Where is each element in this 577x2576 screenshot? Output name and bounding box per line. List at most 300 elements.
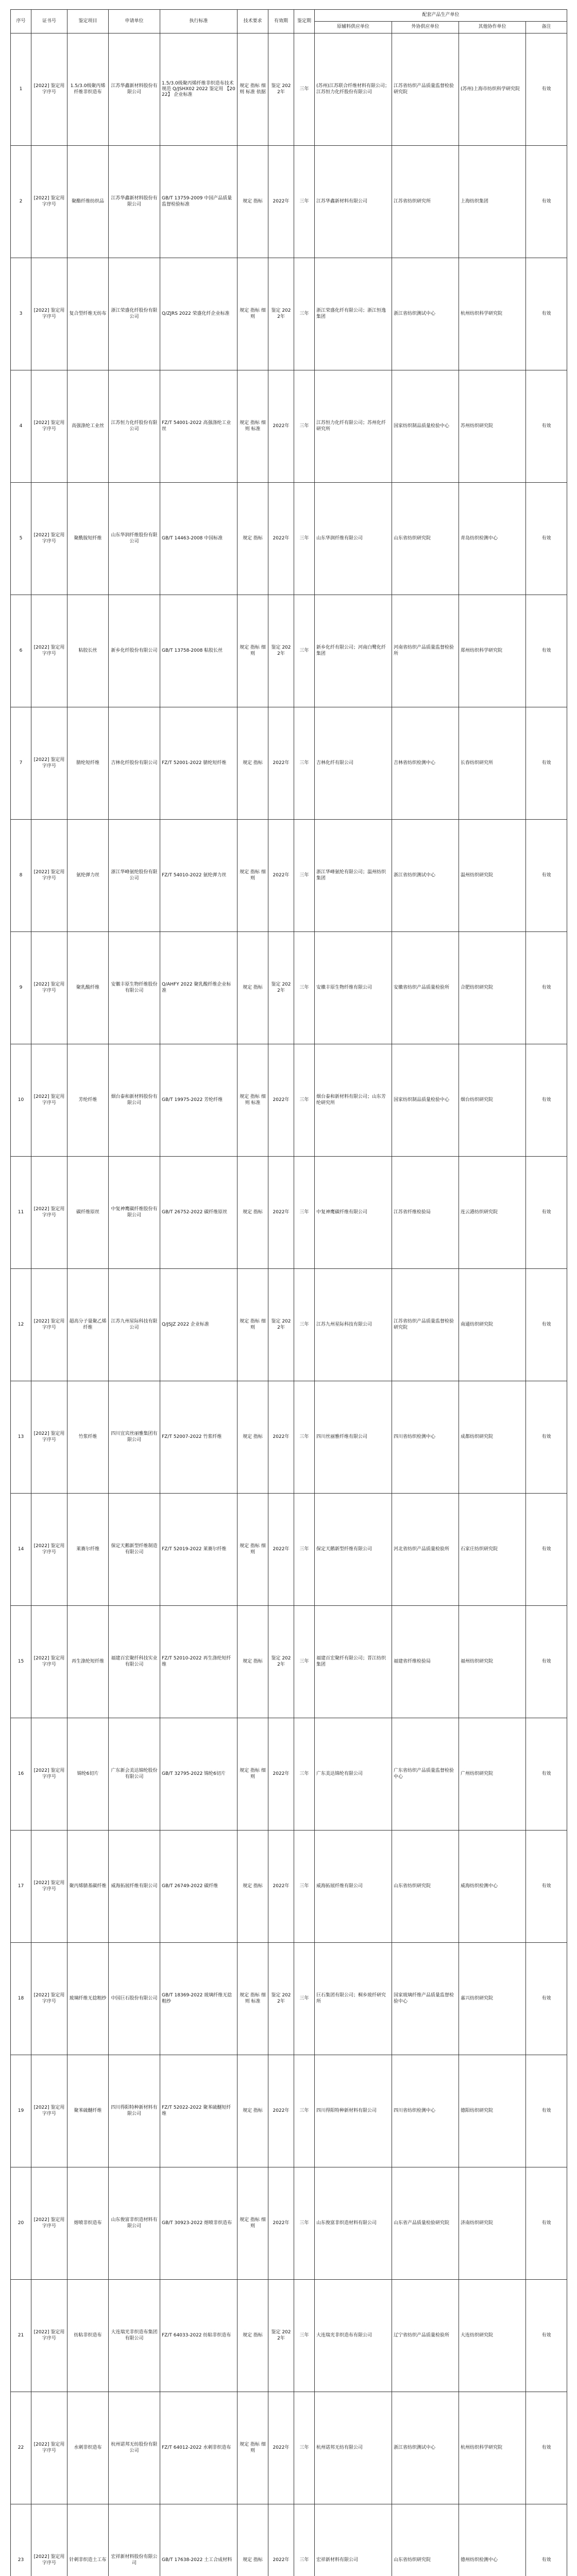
cell-cert: [2022] 鉴定用字序号	[31, 258, 67, 370]
cell-project: 纺粘非织造布	[67, 2280, 109, 2392]
cell-cert: [2022] 鉴定用字序号	[31, 2055, 67, 2167]
table-row	[11, 1044, 567, 1157]
cell-validity: 2022年	[268, 1157, 294, 1269]
cell-tech: 规定 指标	[237, 2504, 268, 2576]
cell-project: 氨纶弹力丝	[67, 820, 109, 932]
cell-standard: FZ/T 52019-2022 莱赛尔纤维	[160, 1494, 237, 1606]
cell-outsource-supplier: 山东省产品质量检验研究院	[392, 2167, 459, 2280]
cell-remark: 有效	[526, 1943, 567, 2055]
cell-standard: FZ/T 64012-2022 水刺非织造布	[160, 2392, 237, 2504]
table-row	[11, 1831, 567, 1943]
table-row	[11, 2392, 567, 2504]
cell-applicant: 浙江荣盛化纤股份有限公司	[109, 258, 160, 370]
cell-project: 粘胶长丝	[67, 595, 109, 707]
cell-standard: Q/JSJZ 2022 企业标准	[160, 1269, 237, 1381]
cell-outsource-supplier: 浙江省纺织测试中心	[392, 258, 459, 370]
cell-tech: 规定 指标 细则 标准	[237, 1044, 268, 1157]
cell-cooperator: 杭州纺织科学研究院	[459, 2392, 526, 2504]
cell-seq: 7	[11, 707, 31, 820]
cell-material-supplier: 大连瑞光非织造布有限公司	[315, 2280, 392, 2392]
cell-cooperator: 苏州纺织研究院	[459, 370, 526, 483]
cell-remark: 有效	[526, 1381, 567, 1494]
table-row	[11, 1943, 567, 2055]
cell-material-supplier: 江苏九州星际科技有限公司	[315, 1269, 392, 1381]
cell-seq: 5	[11, 483, 31, 595]
cell-cooperator: 广州纺织研究院	[459, 1718, 526, 1831]
cell-remark: 有效	[526, 483, 567, 595]
cell-project: 芳纶纤维	[67, 1044, 109, 1157]
cell-seq: 15	[11, 1606, 31, 1718]
cell-cooperator: 福州纺织研究院	[459, 1606, 526, 1718]
cell-period: 三年	[294, 2392, 315, 2504]
cell-seq: 10	[11, 1044, 31, 1157]
cell-outsource-supplier: 江苏省纺织产品质量监督检验研究院	[392, 1269, 459, 1381]
cell-standard: GB/T 17638-2022 土工合成材料	[160, 2504, 237, 2576]
cell-period: 三年	[294, 146, 315, 258]
table-row	[11, 1494, 567, 1606]
cell-period: 三年	[294, 2504, 315, 2576]
cell-applicant: 广东新会美达锦纶股份有限公司	[109, 1718, 160, 1831]
header-period: 鉴定期	[294, 10, 315, 33]
cell-tech: 规定 指标 细则	[237, 820, 268, 932]
cell-remark: 有效	[526, 2504, 567, 2576]
cell-applicant: 江苏华鑫新材料股份有限公司	[109, 146, 160, 258]
cell-tech: 规定 指标 细则	[237, 1494, 268, 1606]
cell-project: 聚乳酸纤维	[67, 932, 109, 1044]
table-row	[11, 370, 567, 483]
cell-standard: GB/T 26749-2022 碳纤维	[160, 1831, 237, 1943]
cell-material-supplier: 山东俊富非织造材料有限公司	[315, 2167, 392, 2280]
cell-period: 三年	[294, 258, 315, 370]
cell-applicant: 江苏九州星际科技有限公司	[109, 1269, 160, 1381]
cell-material-supplier: 浙江华峰氨纶有限公司；温州纺织集团	[315, 820, 392, 932]
cell-seq: 6	[11, 595, 31, 707]
cell-standard: GB/T 13758-2008 粘胶长丝	[160, 595, 237, 707]
cell-remark: 有效	[526, 1157, 567, 1269]
header-standard: 执行标准	[160, 10, 237, 33]
header-cert: 证书号	[31, 10, 67, 33]
cell-applicant: 大连瑞光非织造布集团有限公司	[109, 2280, 160, 2392]
cell-cert: [2022] 鉴定用字序号	[31, 2280, 67, 2392]
cell-seq: 9	[11, 932, 31, 1044]
cell-seq: 22	[11, 2392, 31, 2504]
cell-period: 三年	[294, 1269, 315, 1381]
cell-cert: [2022] 鉴定用字序号	[31, 1606, 67, 1718]
cell-seq: 4	[11, 370, 31, 483]
cell-tech: 规定 指标	[237, 1606, 268, 1718]
cell-applicant: 新乡化纤股份有限公司	[109, 595, 160, 707]
cell-remark: 有效	[526, 370, 567, 483]
cell-cooperator: 济南纺织研究院	[459, 2167, 526, 2280]
cell-tech: 规定 指标 细则 标准 依据	[237, 33, 268, 146]
cell-validity: 2022年	[268, 370, 294, 483]
table-row	[11, 2280, 567, 2392]
table-body	[11, 33, 567, 2576]
cell-standard: FZ/T 64033-2022 纺粘非织造布	[160, 2280, 237, 2392]
table-row	[11, 2055, 567, 2167]
cell-project: 聚酯纤维纺织品	[67, 146, 109, 258]
cell-material-supplier: 安徽丰原生物纤维有限公司	[315, 932, 392, 1044]
cell-remark: 有效	[526, 1044, 567, 1157]
cell-validity: 2022年	[268, 707, 294, 820]
cell-outsource-supplier: 浙江省纺织测试中心	[392, 2392, 459, 2504]
cell-seq: 21	[11, 2280, 31, 2392]
cell-cooperator: 长春纺织研究所	[459, 707, 526, 820]
cell-tech: 规定 指标	[237, 1381, 268, 1494]
cell-remark: 有效	[526, 2167, 567, 2280]
cell-cert: [2022] 鉴定用字序号	[31, 1381, 67, 1494]
cell-project: 针刺非织造土工布	[67, 2504, 109, 2576]
cell-outsource-supplier: 山东省纺织研究院	[392, 2504, 459, 2576]
cell-project: 1.5/3.0级聚丙烯纤维非织造布	[67, 33, 109, 146]
cell-cert: [2022] 鉴定用字序号	[31, 483, 67, 595]
cell-cert: [2022] 鉴定用字序号	[31, 1269, 67, 1381]
cell-period: 三年	[294, 820, 315, 932]
cell-standard: GB/T 18369-2022 玻璃纤维无捻粗纱	[160, 1943, 237, 2055]
cell-cert: [2022] 鉴定用字序号	[31, 1718, 67, 1831]
table-row	[11, 2167, 567, 2280]
cell-standard: FZ/T 52010-2022 再生涤纶短纤维	[160, 1606, 237, 1718]
cell-project: 腈纶短纤维	[67, 707, 109, 820]
cell-tech: 规定 指标	[237, 932, 268, 1044]
cell-seq: 1	[11, 33, 31, 146]
cell-period: 三年	[294, 1943, 315, 2055]
table-row	[11, 483, 567, 595]
cell-standard: GB/T 14463-2008 中国标准	[160, 483, 237, 595]
cell-cooperator: 大连纺织研究院	[459, 2280, 526, 2392]
cell-validity: 2022年	[268, 1044, 294, 1157]
cell-applicant: 吉林化纤股份有限公司	[109, 707, 160, 820]
cell-cert: [2022] 鉴定用字序号	[31, 1157, 67, 1269]
cell-project: 碳纤维原丝	[67, 1157, 109, 1269]
header-validity: 有效期	[268, 10, 294, 33]
cell-applicant: 江苏华鑫新材料股份有限公司	[109, 33, 160, 146]
cell-applicant: 杭州诺邦无纺股份有限公司	[109, 2392, 160, 2504]
cell-outsource-supplier: 国家玻璃纤维产品质量监督检验中心	[392, 1943, 459, 2055]
cell-validity: 2022年	[268, 146, 294, 258]
cell-cert: [2022] 鉴定用字序号	[31, 1494, 67, 1606]
cell-validity: 2022年	[268, 2167, 294, 2280]
cell-validity: 2022年	[268, 483, 294, 595]
cell-project: 聚酰胺短纤维	[67, 483, 109, 595]
cell-material-supplier: 江苏恒力化纤有限公司；苏州化纤研究所	[315, 370, 392, 483]
cell-project: 锦纶6切片	[67, 1718, 109, 1831]
cell-validity: 2022年	[268, 1381, 294, 1494]
cell-project: 聚丙烯腈基碳纤维	[67, 1831, 109, 1943]
cell-outsource-supplier: 山东省纺织研究院	[392, 483, 459, 595]
cell-standard: GB/T 19975-2022 芳纶纤维	[160, 1044, 237, 1157]
cell-cooperator: 杭州纺织科学研究院	[459, 258, 526, 370]
cell-cooperator: 温州纺织研究院	[459, 820, 526, 932]
cell-remark: 有效	[526, 932, 567, 1044]
certificate-table	[10, 9, 567, 2576]
cell-tech: 规定 指标	[237, 1831, 268, 1943]
cell-cert: [2022] 鉴定用字序号	[31, 146, 67, 258]
cell-material-supplier: 吉林化纤有限公司	[315, 707, 392, 820]
header-applicant: 申请单位	[109, 10, 160, 33]
cell-material-supplier: 四川得阳特种新材料有限公司	[315, 2055, 392, 2167]
header-sub-d: 备注	[526, 22, 567, 33]
cell-tech: 规定 指标 细则 标准	[237, 1943, 268, 2055]
cell-cert: [2022] 鉴定用字序号	[31, 1943, 67, 2055]
cell-remark: 有效	[526, 1606, 567, 1718]
header-sub-a: 原辅料供应单位	[315, 22, 392, 33]
header-project: 鉴定项目	[67, 10, 109, 33]
cell-material-supplier: 山东华润纤维有限公司	[315, 483, 392, 595]
cell-validity: 鉴定 2022年	[268, 932, 294, 1044]
cell-cooperator: 威海纺织检测中心	[459, 1831, 526, 1943]
cell-cooperator: (苏州)上海市纺织科学研究院	[459, 33, 526, 146]
cell-material-supplier: 威海拓展纤维有限公司	[315, 1831, 392, 1943]
cell-seq: 2	[11, 146, 31, 258]
cell-seq: 14	[11, 1494, 31, 1606]
cell-seq: 13	[11, 1381, 31, 1494]
cell-outsource-supplier: 河北省纺织产品质量检验所	[392, 1494, 459, 1606]
cell-remark: 有效	[526, 1831, 567, 1943]
cell-cooperator: 青岛纺织检测中心	[459, 483, 526, 595]
header-sub-c: 其他协作单位	[459, 22, 526, 33]
cell-applicant: 烟台泰和新材料股份有限公司	[109, 1044, 160, 1157]
cell-material-supplier: 福建百宏聚纤有限公司；晋江纺织集团	[315, 1606, 392, 1718]
cell-cooperator: 烟台纺织研究院	[459, 1044, 526, 1157]
cell-validity: 鉴定 2022年	[268, 1606, 294, 1718]
cell-material-supplier: 宏祥新材料有限公司	[315, 2504, 392, 2576]
cell-cert: [2022] 鉴定用字序号	[31, 820, 67, 932]
cell-cooperator: 郑州纺织科学研究院	[459, 595, 526, 707]
cell-seq: 23	[11, 2504, 31, 2576]
cell-seq: 8	[11, 820, 31, 932]
cell-standard: FZ/T 54010-2022 氨纶弹力丝	[160, 820, 237, 932]
cell-validity: 2022年	[268, 2055, 294, 2167]
table-row	[11, 1157, 567, 1269]
cell-remark: 有效	[526, 146, 567, 258]
cell-project: 再生涤纶短纤维	[67, 1606, 109, 1718]
cell-validity: 鉴定 2022年	[268, 258, 294, 370]
cell-applicant: 保定天鹅新型纤维制造有限公司	[109, 1494, 160, 1606]
table-row	[11, 1606, 567, 1718]
cell-applicant: 四川得阳特种新材料有限公司	[109, 2055, 160, 2167]
header-sub-b: 外协供应单位	[392, 22, 459, 33]
cell-tech: 规定 指标	[237, 483, 268, 595]
cell-material-supplier: 巨石集团有限公司；桐乡玻纤研究所	[315, 1943, 392, 2055]
cell-cert: [2022] 鉴定用字序号	[31, 2504, 67, 2576]
cell-cooperator: 成都纺织研究院	[459, 1381, 526, 1494]
cell-applicant: 江苏恒力化纤股份有限公司	[109, 370, 160, 483]
cell-standard: FZ/T 54001-2022 高强涤纶工业丝	[160, 370, 237, 483]
cell-period: 三年	[294, 1381, 315, 1494]
cell-validity: 鉴定 2022年	[268, 1943, 294, 2055]
cell-cert: [2022] 鉴定用字序号	[31, 2167, 67, 2280]
cell-cooperator: 德州纺织检测中心	[459, 2504, 526, 2576]
cell-cooperator: 合肥纺织研究院	[459, 932, 526, 1044]
cell-validity: 2022年	[268, 1831, 294, 1943]
cell-tech: 规定 指标	[237, 1157, 268, 1269]
table-header	[11, 10, 567, 33]
cell-material-supplier: 新乡化纤有限公司；河南白鹭化纤集团	[315, 595, 392, 707]
cell-validity: 2022年	[268, 2392, 294, 2504]
cell-project: 复合型纤维无纺布	[67, 258, 109, 370]
cell-seq: 18	[11, 1943, 31, 2055]
cell-applicant: 四川宜宾丝丽雅集团有限公司	[109, 1381, 160, 1494]
table-row	[11, 932, 567, 1044]
cell-outsource-supplier: 河南省纺织产品质量监督检验所	[392, 595, 459, 707]
cell-tech: 规定 指标	[237, 707, 268, 820]
cell-cooperator: 嘉兴纺织研究院	[459, 1943, 526, 2055]
cell-project: 玻璃纤维无捻粗纱	[67, 1943, 109, 2055]
cell-project: 莱赛尔纤维	[67, 1494, 109, 1606]
cell-period: 三年	[294, 2280, 315, 2392]
cell-validity: 鉴定 2022年	[268, 33, 294, 146]
cell-tech: 规定 指标 细则	[237, 595, 268, 707]
cell-material-supplier: 广东美达锦纶有限公司	[315, 1718, 392, 1831]
cell-tech: 规定 指标 细则	[237, 1718, 268, 1831]
cell-standard: GB/T 30923-2022 熔喷非织造布	[160, 2167, 237, 2280]
cell-outsource-supplier: 浙江省纺织测试中心	[392, 820, 459, 932]
cell-remark: 有效	[526, 33, 567, 146]
header-tech: 技术要求	[237, 10, 268, 33]
cell-standard: Q/AHFY 2022 聚乳酸纤维企业标准	[160, 932, 237, 1044]
cell-period: 三年	[294, 1831, 315, 1943]
cell-cert: [2022] 鉴定用字序号	[31, 932, 67, 1044]
table-row	[11, 820, 567, 932]
cell-tech: 规定 指标 细则 标准	[237, 370, 268, 483]
cell-seq: 17	[11, 1831, 31, 1943]
cell-material-supplier: 浙江荣盛化纤有限公司；浙江恒逸集团	[315, 258, 392, 370]
cell-remark: 有效	[526, 1494, 567, 1606]
cell-cooperator: 石家庄纺织研究院	[459, 1494, 526, 1606]
cell-project: 竹浆纤维	[67, 1381, 109, 1494]
table-row	[11, 2504, 567, 2576]
cell-material-supplier: 四川丝丽雅纤维有限公司	[315, 1381, 392, 1494]
cell-cert: [2022] 鉴定用字序号	[31, 707, 67, 820]
cell-tech: 规定 指标 细则	[237, 2392, 268, 2504]
cell-tech: 规定 指标	[237, 2280, 268, 2392]
cell-project: 水刺非织造布	[67, 2392, 109, 2504]
cell-outsource-supplier: 辽宁省纺织产品质量检验所	[392, 2280, 459, 2392]
cell-period: 三年	[294, 2167, 315, 2280]
cell-material-supplier: 杭州诺邦无纺有限公司	[315, 2392, 392, 2504]
cell-standard: GB/T 13759-2009 中国产品质量监督检验标准	[160, 146, 237, 258]
cell-period: 三年	[294, 595, 315, 707]
cell-seq: 20	[11, 2167, 31, 2280]
cell-cert: [2022] 鉴定用字序号	[31, 595, 67, 707]
cell-applicant: 福建百宏聚纤科技实业有限公司	[109, 1606, 160, 1718]
cell-standard: FZ/T 52007-2022 竹浆纤维	[160, 1381, 237, 1494]
cell-cert: [2022] 鉴定用字序号	[31, 1044, 67, 1157]
cell-standard: FZ/T 52022-2022 聚苯硫醚短纤维	[160, 2055, 237, 2167]
cell-material-supplier: 烟台泰和新材料有限公司；山东芳纶研究所	[315, 1044, 392, 1157]
cell-period: 三年	[294, 1494, 315, 1606]
cell-cert: [2022] 鉴定用字序号	[31, 1831, 67, 1943]
cell-cooperator: 南通纺织研究院	[459, 1269, 526, 1381]
cell-period: 三年	[294, 1157, 315, 1269]
cell-tech: 规定 指标	[237, 2055, 268, 2167]
cell-remark: 有效	[526, 1269, 567, 1381]
cell-standard: Q/ZJRS 2022 荣盛化纤企业标准	[160, 258, 237, 370]
table-row	[11, 146, 567, 258]
cell-cooperator: 连云港纺织研究院	[459, 1157, 526, 1269]
cell-applicant: 山东华润纤维股份有限公司	[109, 483, 160, 595]
cell-remark: 有效	[526, 2392, 567, 2504]
cell-validity: 鉴定 2022年	[268, 1269, 294, 1381]
cell-period: 三年	[294, 483, 315, 595]
cell-outsource-supplier: 江苏省纤维检验局	[392, 1157, 459, 1269]
cell-period: 三年	[294, 932, 315, 1044]
cell-seq: 11	[11, 1157, 31, 1269]
cell-cert: [2022] 鉴定用字序号	[31, 370, 67, 483]
cell-remark: 有效	[526, 1718, 567, 1831]
cell-validity: 2022年	[268, 2504, 294, 2576]
cell-period: 三年	[294, 1044, 315, 1157]
cell-project: 熔喷非织造布	[67, 2167, 109, 2280]
cell-cooperator: 上海纺织集团	[459, 146, 526, 258]
cell-validity: 2022年	[268, 820, 294, 932]
cell-outsource-supplier: 福建省纤维检验局	[392, 1606, 459, 1718]
cell-project: 高强涤纶工业丝	[67, 370, 109, 483]
cell-period: 三年	[294, 707, 315, 820]
cell-tech: 规定 指标 细则	[237, 1269, 268, 1381]
cell-applicant: 中复神鹰碳纤维股份有限公司	[109, 1157, 160, 1269]
cell-period: 三年	[294, 1718, 315, 1831]
cell-remark: 有效	[526, 820, 567, 932]
cell-material-supplier: 保定天鹅新型纤维有限公司	[315, 1494, 392, 1606]
table-row	[11, 1269, 567, 1381]
cell-applicant: 中国巨石股份有限公司	[109, 1943, 160, 2055]
cell-outsource-supplier: 江苏省纺织产品质量监督检验研究院	[392, 33, 459, 146]
cell-outsource-supplier: 广东省纺织产品质量监督检验中心	[392, 1718, 459, 1831]
cell-cert: [2022] 鉴定用字序号	[31, 2392, 67, 2504]
cell-cert: [2022] 鉴定用字序号	[31, 33, 67, 146]
cell-seq: 19	[11, 2055, 31, 2167]
cell-validity: 2022年	[268, 1494, 294, 1606]
cell-tech: 规定 指标	[237, 146, 268, 258]
cell-project: 聚苯硫醚纤维	[67, 2055, 109, 2167]
cell-outsource-supplier: 四川省纺织检测中心	[392, 1381, 459, 1494]
cell-project: 超高分子量聚乙烯纤维	[67, 1269, 109, 1381]
cell-remark: 有效	[526, 595, 567, 707]
header-production-group: 配套产品生产单位	[315, 10, 567, 22]
table-row	[11, 258, 567, 370]
cell-seq: 16	[11, 1718, 31, 1831]
cell-validity: 2022年	[268, 1718, 294, 1831]
table-row	[11, 1718, 567, 1831]
cell-applicant: 浙江华峰氨纶股份有限公司	[109, 820, 160, 932]
cell-outsource-supplier: 安徽省纺织产品质量检验所	[392, 932, 459, 1044]
cell-outsource-supplier: 四川省纺织检测中心	[392, 2055, 459, 2167]
cell-remark: 有效	[526, 258, 567, 370]
cell-standard: 1.5/3.0级聚丙烯纤维非织造布技术规范 Q/JSHX02 2022 鉴定用 【2022】 企业标准	[160, 33, 237, 146]
cell-outsource-supplier: 国家纺织制品质量检验中心	[392, 1044, 459, 1157]
cell-cooperator: 德阳纺织研究院	[459, 2055, 526, 2167]
table-row	[11, 33, 567, 146]
cell-period: 三年	[294, 370, 315, 483]
cell-applicant: 安徽丰原生物纤维股份有限公司	[109, 932, 160, 1044]
cell-tech: 规定 指标 细则	[237, 2167, 268, 2280]
table-row	[11, 595, 567, 707]
cell-material-supplier: 中复神鹰碳纤维有限公司	[315, 1157, 392, 1269]
cell-validity: 鉴定 2022年	[268, 2280, 294, 2392]
header-seq: 序号	[11, 10, 31, 33]
cell-period: 三年	[294, 2055, 315, 2167]
cell-validity: 鉴定 2022年	[268, 595, 294, 707]
cell-standard: GB/T 32795-2022 锦纶6切片	[160, 1718, 237, 1831]
cell-tech: 规定 指标 细则	[237, 258, 268, 370]
cell-standard: FZ/T 52001-2022 腈纶短纤维	[160, 707, 237, 820]
cell-period: 三年	[294, 1606, 315, 1718]
cell-material-supplier: (苏州)江苏联合纤维材料有限公司；江苏恒力化纤股份有限公司	[315, 33, 392, 146]
cell-period: 三年	[294, 33, 315, 146]
cell-remark: 有效	[526, 2280, 567, 2392]
